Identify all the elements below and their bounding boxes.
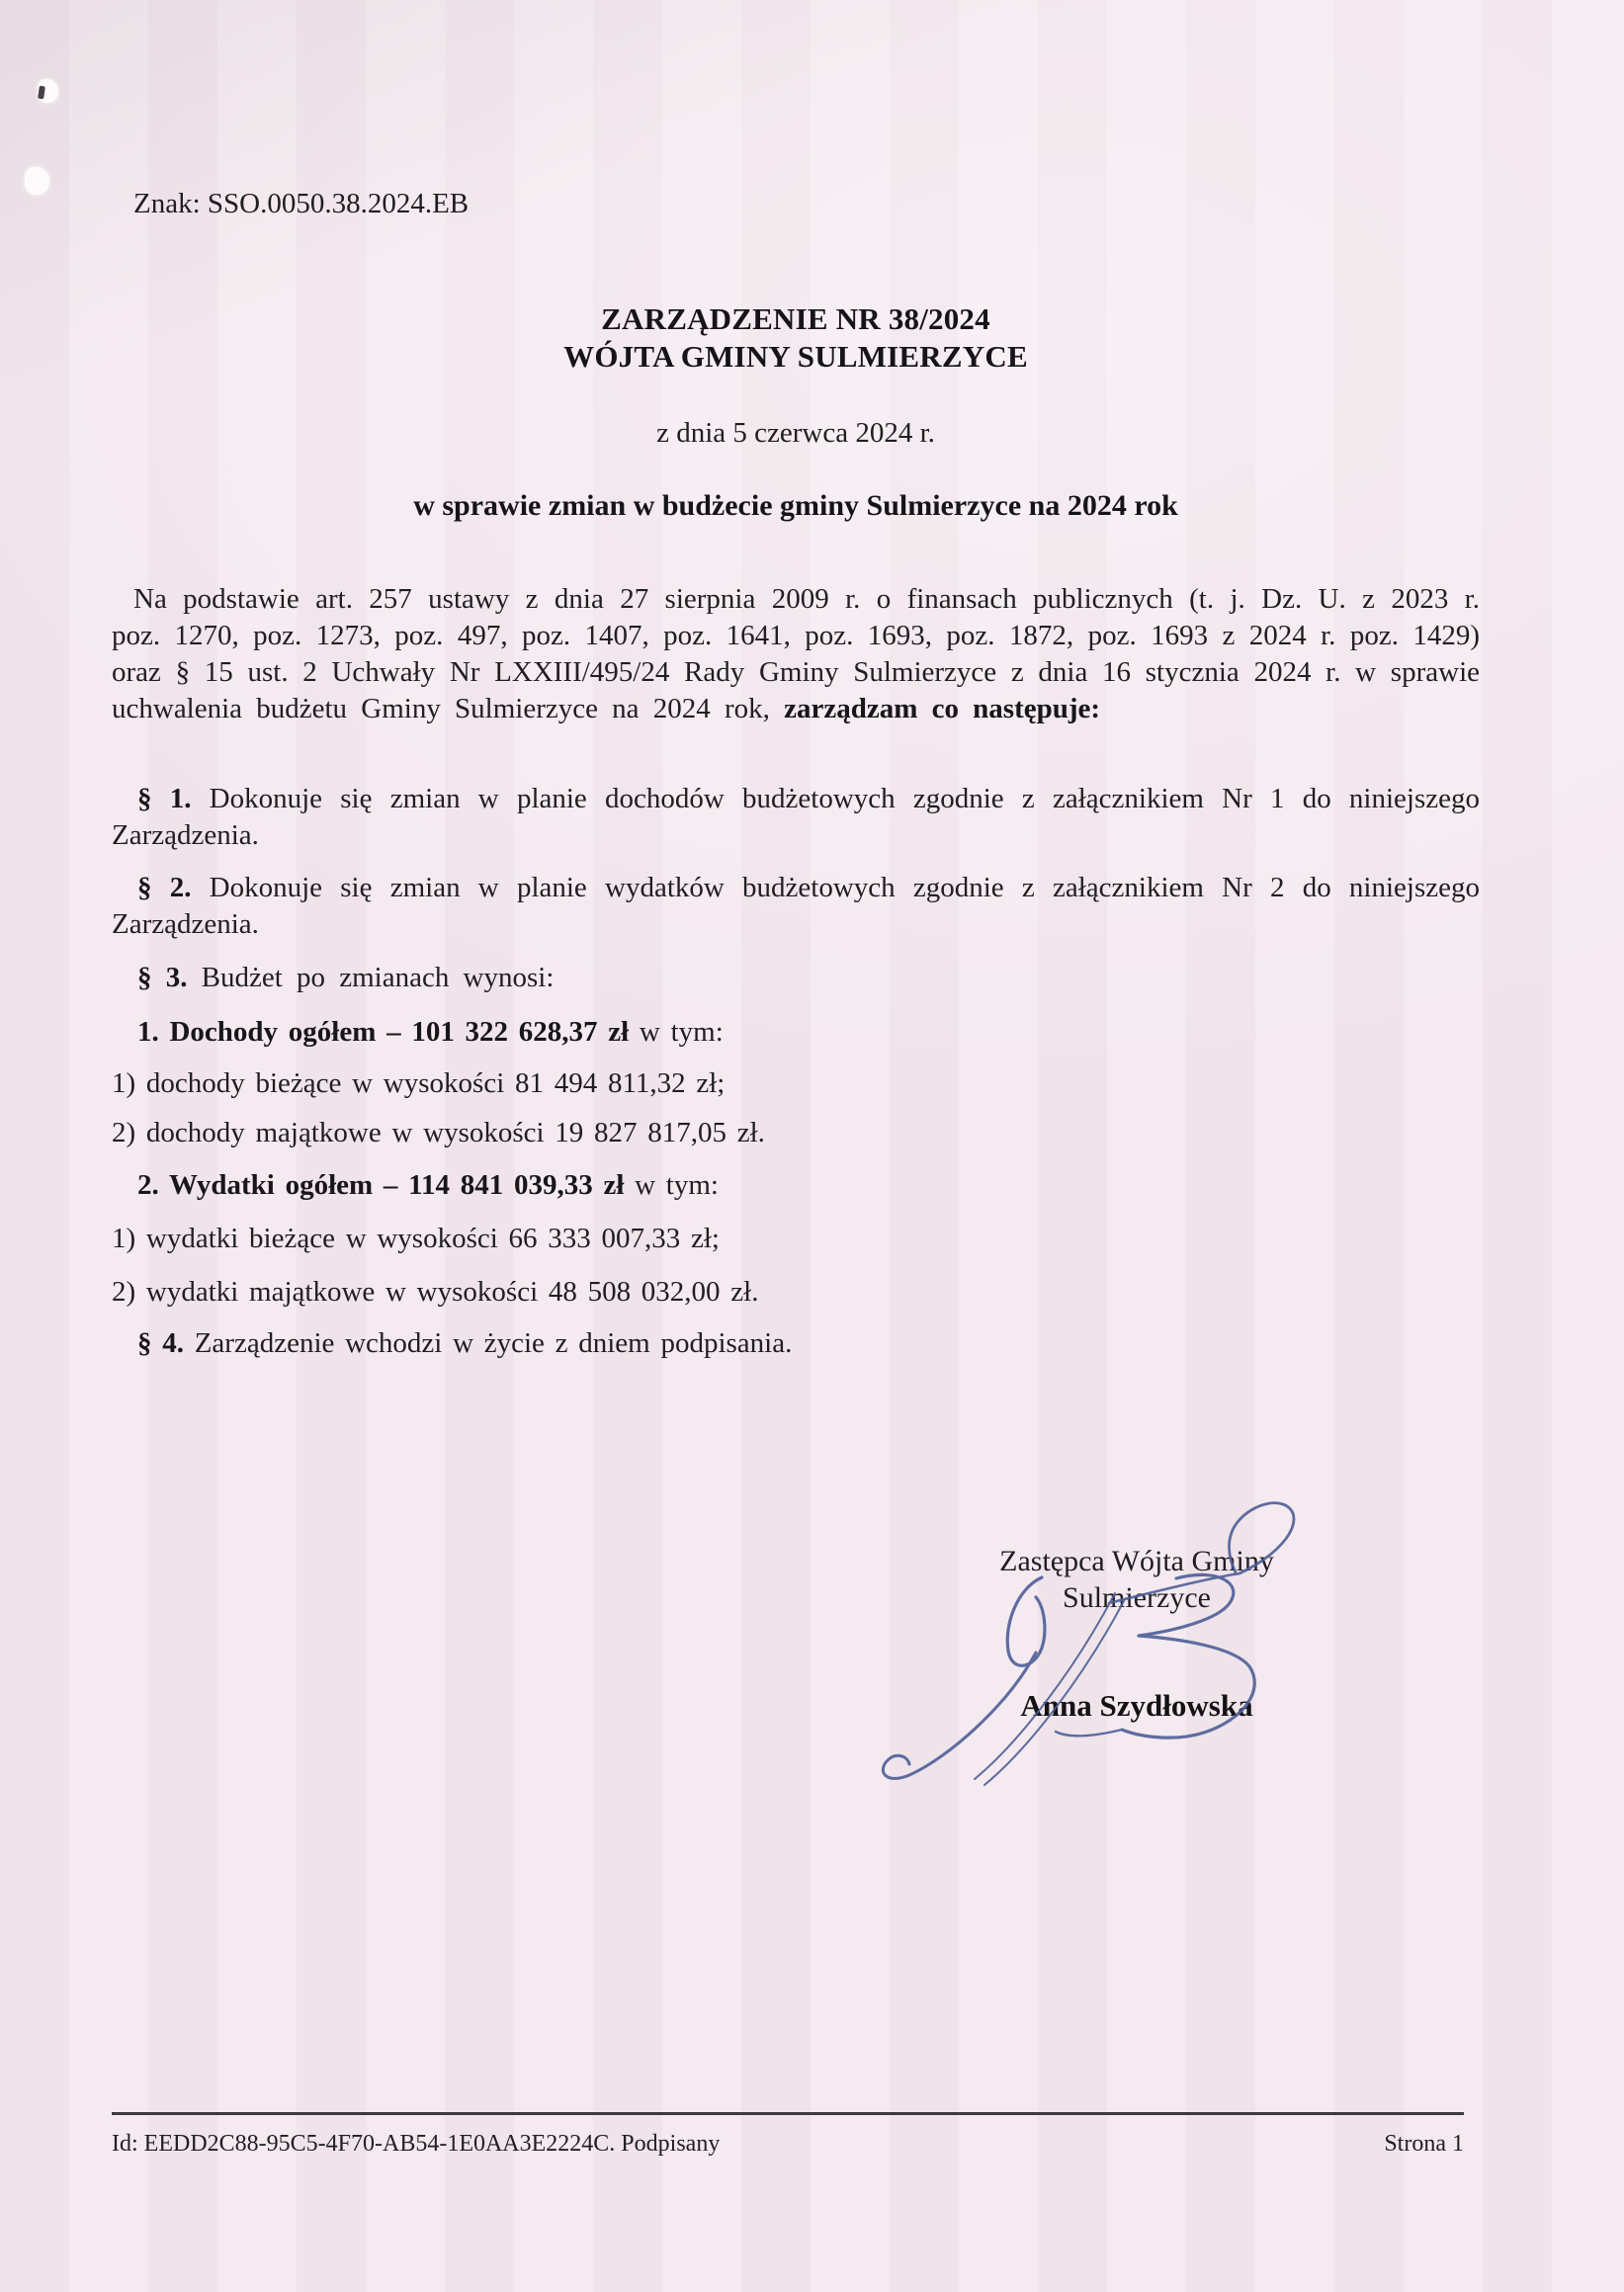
section-2-text: Dokonuje się zmian w planie wydatków budżetowych zgodnie z załącznikiem Nr 2 do niniejszego Zarządzenia. <box>112 872 1480 940</box>
handwritten-signature <box>830 1483 1325 1838</box>
reference-number: Znak: SSO.0050.38.2024.EB <box>133 188 470 219</box>
budget-line-revenue-current <box>112 1065 1480 1102</box>
preamble-closing: zarządzam co następuje: <box>784 693 1101 724</box>
preamble-text: Na podstawie art. 257 ustawy z dnia 27 sierpnia 2009 r. o finansach publicznych (t. j. Dz. U. z 2023 r. poz. 1270, poz. 1273, poz. 497, poz. 1407, poz. 1641, poz. 1693, poz. 1872, poz. 1693 z 2024 r. poz. 1429) oraz § 15 ust. 2 Uchwały Nr LXXIII/495/24 Rady Gminy Sulmierzyce z dnia 16 stycznia 2024 r. w sprawie uchwalenia budżetu Gminy Sulmierzyce na 2024 rok, <box>112 583 1480 724</box>
scan-artifact <box>38 79 58 103</box>
section-1-paragraph <box>112 781 1480 854</box>
footer-page-number: Strona 1 <box>1384 2131 1464 2157</box>
document-title-line1: ZARZĄDZENIE NR 38/2024 <box>601 301 990 336</box>
scan-speck <box>38 86 45 100</box>
expense-capital-text: 2) wydatki majątkowe w wysokości 48 508 032,00 zł. <box>112 1276 759 1308</box>
preamble-paragraph <box>112 581 1480 727</box>
section-3-paragraph <box>112 960 1480 996</box>
budget-line-expense-capital <box>112 1274 1480 1311</box>
revenue-total-amount: 1. Dochody ogółem – 101 322 628,37 zł <box>137 1016 630 1048</box>
section-2-paragraph <box>112 870 1480 943</box>
section-1-text: Dokonuje się zmian w planie dochodów budżetowych zgodnie z załącznikiem Nr 1 do niniejszego Zarządzenia. <box>112 783 1480 851</box>
document-title-line2: WÓJTA GMINY SULMIERZYCE <box>563 339 1028 374</box>
budget-line-revenue-capital <box>112 1115 1480 1151</box>
section-3-label: § 3. <box>137 962 188 993</box>
signatory-role-line1: Zastępca Wójta Gminy <box>999 1545 1274 1577</box>
footer-divider <box>112 2112 1464 2115</box>
revenue-total-suffix: w tym: <box>629 1016 724 1048</box>
document-date: z dnia 5 czerwca 2024 r. <box>656 417 935 449</box>
signatory-name: Anna Szydłowska <box>1020 1688 1253 1723</box>
section-4-paragraph <box>112 1325 1480 1362</box>
expense-current-text: 1) wydatki bieżące w wysokości 66 333 007,33 zł; <box>112 1223 720 1254</box>
section-2-label: § 2. <box>137 872 192 903</box>
signatory-role-line2: Sulmierzyce <box>1063 1581 1211 1614</box>
footer-document-id: Id: EEDD2C88-95C5-4F70-AB54-1E0AA3E2224C. Podpisany <box>112 2131 721 2157</box>
budget-line-revenue-total <box>112 1014 1480 1051</box>
revenue-current-text: 1) dochody bieżące w wysokości 81 494 811,32 zł; <box>112 1067 726 1099</box>
section-4-label: § 4. <box>137 1327 184 1359</box>
revenue-capital-text: 2) dochody majątkowe w wysokości 19 827 817,05 zł. <box>112 1117 765 1148</box>
section-4-text: Zarządzenie wchodzi w życie z dniem podpisania. <box>183 1327 793 1359</box>
section-3-text: Budżet po zmianach wynosi: <box>187 962 555 993</box>
budget-line-expense-current <box>112 1221 1480 1257</box>
budget-line-expense-total <box>112 1167 1480 1204</box>
expense-total-suffix: w tym: <box>624 1169 719 1201</box>
document-subject: w sprawie zmian w budżecie gminy Sulmierzyce na 2024 rok <box>413 489 1178 522</box>
expense-total-amount: 2. Wydatki ogółem – 114 841 039,33 zł <box>137 1169 625 1201</box>
section-1-label: § 1. <box>137 783 192 814</box>
scan-artifact <box>25 167 49 195</box>
